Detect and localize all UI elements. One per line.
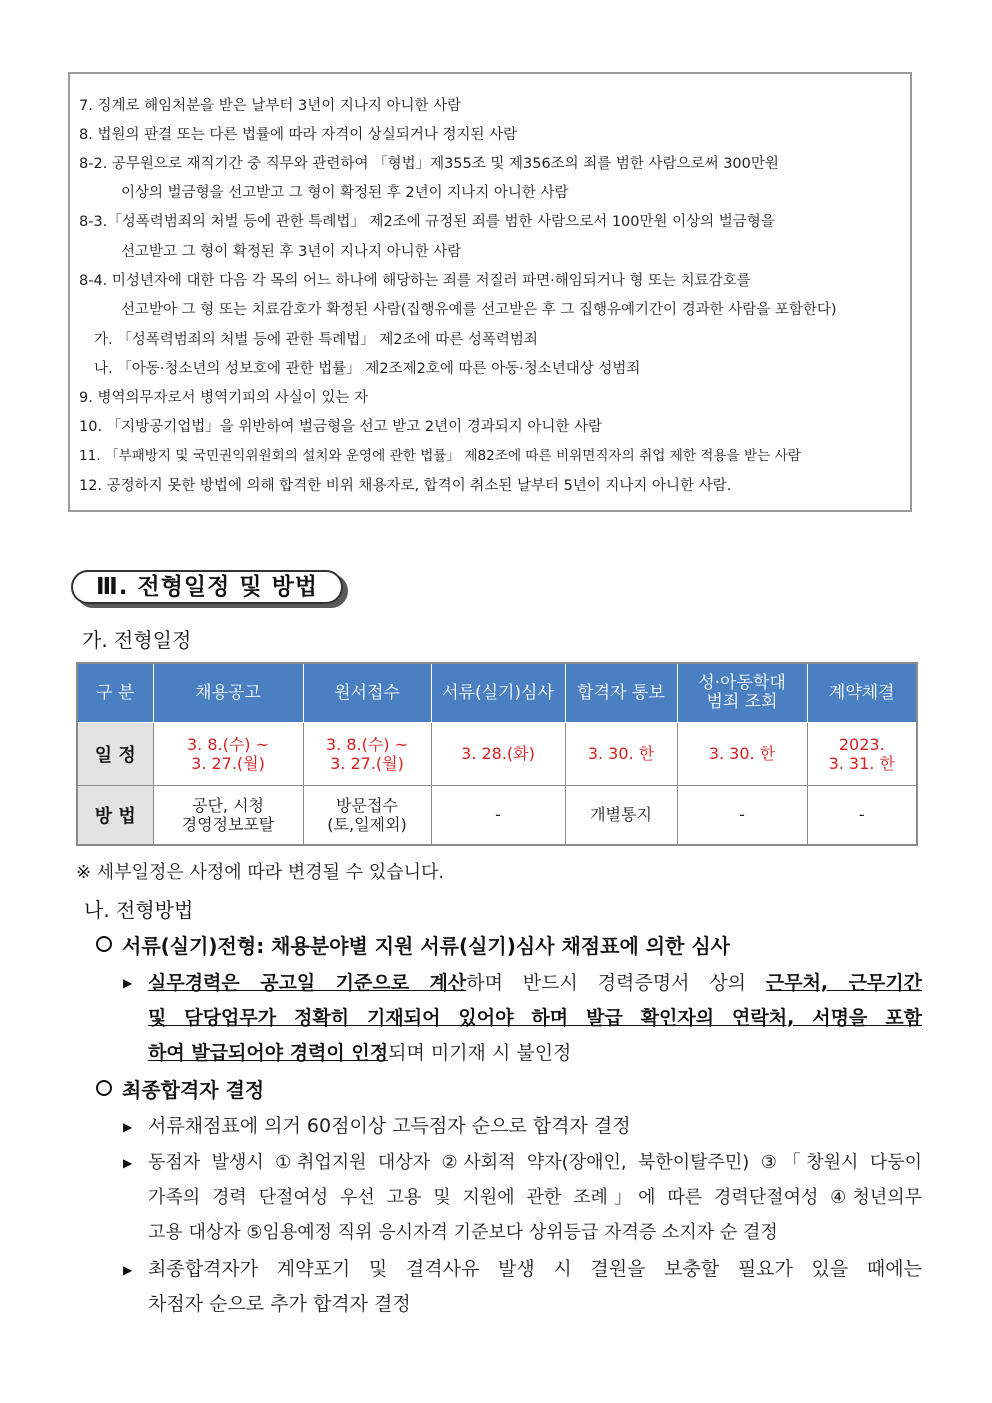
section-title: Ⅲ. 전형일정 및 방법 (71, 570, 343, 604)
cell-application-method (303, 786, 431, 846)
triangle-bullet-icon: ▶ (123, 1120, 133, 1134)
tiebreak-line3: 고용 대상자 ⑤임용예정 직위 응시자격 기준보다 상위등급 자격증 소지자 순 결정 (148, 1222, 778, 1243)
cell-notice-method: 개별통지 (565, 786, 677, 846)
document-screening-heading-text: 서류(실기)전형: 채용분야별 지원 서류(실기)심사 채점표에 의한 심사 (122, 934, 730, 958)
cell-posting-date-end: 3. 27.(월) (191, 754, 265, 773)
experience-rule-text: 하며 반드시 경력증명서 상의 (466, 972, 766, 994)
cell-check-date: 3. 30. 한 (677, 723, 807, 786)
header-document-review: 서류(실기)심사 (431, 663, 565, 723)
disq-item-7: 7. 징계로 해임처분을 받은 날부터 3년이 지나지 아니한 사람 (79, 98, 462, 114)
cell-contract-method: - (807, 786, 917, 846)
cell-posting-method-line1: 공단, 시청 (192, 795, 264, 815)
circle-bullet-icon (96, 1080, 112, 1096)
not-recognized-text: 되며 미기재 시 불인정 (388, 1042, 572, 1064)
final-bullet-tiebreak (148, 1145, 922, 1250)
cell-review-date: 3. 28.(화) (431, 723, 565, 786)
disq-item-9: 9. 병역의무자로서 병역기피의 사실이 있는 자 (79, 390, 369, 406)
cell-contract-date-year: 2023. (838, 734, 885, 754)
cell-application-method-line1: 방문접수 (336, 795, 398, 815)
replacement-line2: 차점자 순으로 추가 합격자 결정 (148, 1293, 411, 1315)
disq-item-8-4: 8-4. 미성년자에 대한 다음 각 목의 어느 하나에 해당하는 죄를 저질러 파면·해임되거나 형 또는 치료감호를 (79, 273, 751, 289)
cell-review-method: - (431, 786, 565, 846)
disq-item-8-4-ga: 가. 「성폭력범죄의 처벌 등에 관한 특례법」 제2조에 따른 성폭력범죄 (94, 332, 538, 348)
disq-item-8-4-cont: 선고받아 그 형 또는 치료감호가 확정된 사람(집행유예를 선고받은 후 그 집행유예기간이 경과한 사람을 포함한다) (121, 302, 837, 318)
tiebreak-line2: 가족의 경력 단절여성 우선 고용 및 지원에 관한 조례」에 따른 경력단절여성 ④청년의무 (148, 1187, 922, 1208)
cell-application-date (303, 723, 431, 786)
header-posting: 채용공고 (153, 663, 303, 723)
table-header-row (77, 663, 917, 723)
experience-rule-paragraph (148, 966, 922, 1071)
cell-application-date-end: 3. 27.(월) (330, 754, 404, 773)
table-row-method (77, 786, 917, 846)
header-application: 원서접수 (303, 663, 431, 723)
cell-application-method-line2: (토,일제외) (327, 815, 407, 834)
final-bullet-replacement (148, 1252, 922, 1322)
disq-item-8-2: 8-2. 공무원으로 재직기간 중 직무와 관련하여 「형법」제355조 및 제356조의 죄를 범한 사람으로써 300만원 (79, 156, 779, 172)
workplace-period-text: 근무처, 근무기간 (765, 972, 922, 994)
circle-bullet-icon (96, 936, 112, 952)
cell-notice-date: 3. 30. 한 (565, 723, 677, 786)
header-contract: 계약체결 (807, 663, 917, 723)
triangle-bullet-icon: ▶ (123, 976, 133, 990)
tiebreak-line1: 동점자 발생시 ①취업지원 대상자 ②사회적 약자(장애인, 북한이탈주민) ③「창원시 다둥이 (148, 1152, 922, 1173)
document-screening-heading (96, 930, 730, 959)
disq-item-8-4-na: 나. 「아동·청소년의 성보호에 관한 법률」 제2조제2호에 따른 아동·청소년대상 성범죄 (94, 361, 641, 377)
disq-item-8-3-cont: 선고받고 그 형이 확정된 후 3년이 지나지 아니한 사람 (121, 244, 462, 260)
final-decision-heading (96, 1074, 264, 1103)
header-pass-notice: 합격자 통보 (565, 663, 677, 723)
cell-contract-date-day: 3. 31. 한 (828, 754, 895, 773)
section-heading (71, 570, 351, 610)
replacement-line1: 최종합격자가 계약포기 및 결격사유 발생 시 결원을 보충할 필요가 있을 때에는 (148, 1258, 922, 1280)
disqualification-box (68, 72, 912, 512)
disq-item-10: 10. 「지방공기업법」을 위반하여 벌금형을 선고 받고 2년이 경과되지 아니한 사람 (79, 419, 602, 435)
experience-rule-line3 (148, 1036, 922, 1071)
cell-posting-date-start: 3. 8.(수) ~ (186, 734, 270, 754)
header-category: 구 분 (77, 663, 153, 723)
cell-check-method: - (677, 786, 807, 846)
disq-item-12: 12. 공정하지 못한 방법에 의해 합격한 비위 채용자로, 합격이 취소된 날부터 5년이 지나지 아니한 사람. (79, 478, 732, 494)
schedule-table (76, 662, 918, 846)
disq-item-8: 8. 법원의 판결 또는 다른 법률에 따라 자격이 상실되거나 정지된 사람 (79, 127, 518, 143)
schedule-note: ※ 세부일정은 사정에 따라 변경될 수 있습니다. (76, 862, 445, 883)
final-bullet-score: 서류채점표에 의거 60점이상 고득점자 순으로 합격자 결정 (148, 1115, 631, 1137)
subsection-method-title: 나. 전형방법 (84, 898, 194, 922)
header-abuse-check-line2: 범죄 조회 (706, 692, 778, 712)
cell-contract-date (807, 723, 917, 786)
cell-posting-method (153, 786, 303, 846)
experience-rule-line1 (148, 966, 922, 1001)
duties-contact-text: 및 담당업무가 정확히 기재되어 있어야 하며 발급 확인자의 연락처, 서명을 포함 (148, 1007, 922, 1029)
triangle-bullet-icon: ▶ (123, 1263, 133, 1277)
final-decision-heading-text: 최종합격자 결정 (122, 1078, 265, 1102)
cell-posting-method-line2: 경영정보포탈 (181, 815, 275, 834)
cell-posting-date (153, 723, 303, 786)
disq-item-11: 11. 「부패방지 및 국민권익위원회의 설치와 운영에 관한 법률」 제82조에 따른 비위면직자의 취업 제한 적용을 받는 사람 (79, 448, 801, 464)
issued-recognized-text: 하여 발급되어야 경력이 인정 (148, 1042, 389, 1064)
row-label-method: 방 법 (77, 786, 153, 846)
experience-rule-line2 (148, 1001, 922, 1036)
subsection-schedule-title: 가. 전형일정 (82, 628, 192, 652)
row-label-schedule: 일 정 (77, 723, 153, 786)
disq-item-8-3: 8-3.「성폭력범죄의 처벌 등에 관한 특례법」 제2조에 규정된 죄를 범한 사람으로서 100만원 이상의 벌금형을 (79, 214, 775, 230)
header-abuse-check (677, 663, 807, 723)
triangle-bullet-icon: ▶ (123, 1156, 133, 1170)
header-abuse-check-line1: 성·아동학대 (698, 673, 786, 694)
experience-basis-text: 실무경력은 공고일 기준으로 계산 (148, 972, 467, 994)
disq-item-8-2-cont: 이상의 벌금형을 선고받고 그 형이 확정된 후 2년이 지나지 아니한 사람 (121, 185, 569, 201)
table-row-schedule (77, 723, 917, 786)
cell-application-date-start: 3. 8.(수) ~ (325, 734, 409, 754)
